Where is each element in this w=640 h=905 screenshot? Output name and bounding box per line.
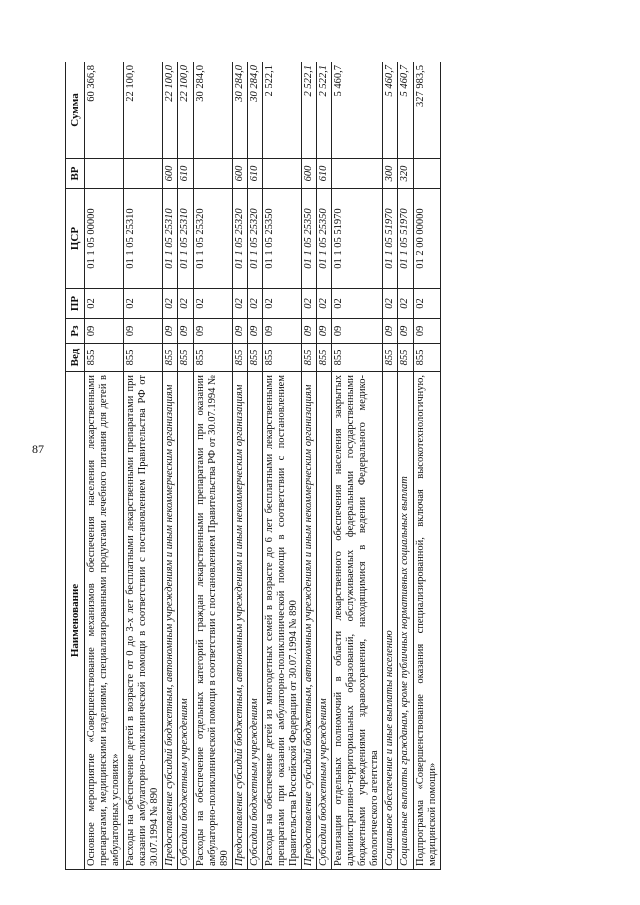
cell-ved: 855	[124, 344, 163, 372]
cell-sum: 30 284,0	[247, 62, 262, 159]
cell-csr: 01 1 05 25350	[302, 189, 317, 289]
table-row	[124, 62, 163, 870]
table-container	[65, 62, 577, 870]
cell-csr: 01 1 05 25320	[247, 189, 262, 289]
header-rz: Рз	[66, 319, 85, 344]
budget-table	[65, 62, 441, 870]
cell-name: Предоставление субсидий бюджетным, автономным учреждениям и иным некоммерческим организациям	[232, 372, 247, 870]
cell-rz: 09	[262, 319, 301, 344]
cell-rz: 09	[302, 319, 317, 344]
table-body	[85, 62, 441, 870]
cell-sum: 5 460,7	[383, 62, 398, 159]
cell-sum: 30 284,0	[193, 62, 232, 159]
table-row	[262, 62, 301, 870]
table-row	[232, 62, 247, 870]
cell-rz: 09	[124, 319, 163, 344]
cell-ved: 855	[302, 344, 317, 372]
cell-vr: 600	[163, 159, 178, 189]
cell-name: Предоставление субсидий бюджетным, автономным учреждениям и иным некоммерческим организациям	[163, 372, 178, 870]
cell-sum: 22 100,0	[163, 62, 178, 159]
cell-ved: 855	[85, 344, 124, 372]
cell-name: Предоставление субсидий бюджетным, автономным учреждениям и иным некоммерческим организациям	[302, 372, 317, 870]
cell-pr: 02	[302, 289, 317, 319]
cell-vr: 610	[317, 159, 332, 189]
cell-vr	[332, 159, 383, 189]
table-header	[66, 62, 85, 870]
cell-name: Субсидии бюджетным учреждениям	[317, 372, 332, 870]
cell-rz: 09	[178, 319, 193, 344]
cell-csr: 01 1 05 51970	[383, 189, 398, 289]
cell-pr: 02	[232, 289, 247, 319]
cell-vr: 610	[178, 159, 193, 189]
cell-vr: 600	[302, 159, 317, 189]
cell-vr	[85, 159, 124, 189]
table-row	[302, 62, 317, 870]
cell-ved: 855	[193, 344, 232, 372]
header-csr: ЦСР	[66, 189, 85, 289]
cell-rz: 09	[247, 319, 262, 344]
cell-name: Социальные выплаты гражданам, кроме публичных нормативных социальных выплат	[398, 372, 413, 870]
cell-rz: 09	[193, 319, 232, 344]
cell-csr: 01 1 05 25310	[124, 189, 163, 289]
header-name: Наименование	[66, 372, 85, 870]
cell-vr	[124, 159, 163, 189]
cell-name: Субсидии бюджетным учреждениям	[178, 372, 193, 870]
cell-csr: 01 1 05 51970	[332, 189, 383, 289]
cell-pr: 02	[124, 289, 163, 319]
cell-rz: 09	[85, 319, 124, 344]
table-row	[317, 62, 332, 870]
table-row	[193, 62, 232, 870]
cell-pr: 02	[247, 289, 262, 319]
cell-rz: 09	[398, 319, 413, 344]
cell-sum: 5 460,7	[332, 62, 383, 159]
cell-pr: 02	[193, 289, 232, 319]
cell-vr: 300	[383, 159, 398, 189]
cell-name: Социальное обеспечение и иные выплаты населению	[383, 372, 398, 870]
cell-csr: 01 2 00 00000	[413, 189, 440, 289]
cell-csr: 01 1 05 51970	[398, 189, 413, 289]
cell-name: Реализация отдельных полномочий в области лекарственного обеспечения населения закрытых административно-территориальных образований, обслуживаемых федеральными государственными бюджетными учреждениями здравоохранения, находящимися в ведении Федерального медико-биологического агентства	[332, 372, 383, 870]
cell-ved: 855	[178, 344, 193, 372]
cell-csr: 01 1 05 25350	[317, 189, 332, 289]
cell-sum: 60 366,8	[85, 62, 124, 159]
cell-vr: 610	[247, 159, 262, 189]
table-row	[163, 62, 178, 870]
table-row	[413, 62, 440, 870]
cell-rz: 09	[232, 319, 247, 344]
table-row	[383, 62, 398, 870]
cell-pr: 02	[332, 289, 383, 319]
cell-vr	[193, 159, 232, 189]
cell-name: Расходы на обеспечение отдельных категорий граждан лекарственными препаратами при оказании амбулаторно-поликлинической помощи в соответствии с постановлением Правительства РФ от 30.07.1994 № 890	[193, 372, 232, 870]
cell-pr: 02	[262, 289, 301, 319]
cell-ved: 855	[332, 344, 383, 372]
cell-name: Основное мероприятие «Совершенствование механизмов обеспечения населения лекарственными препаратами, медицинскими изделиями, специализированными продуктами лечебного питания для детей в амбулаторных условиях»	[85, 372, 124, 870]
cell-csr: 01 1 05 00000	[85, 189, 124, 289]
cell-rz: 09	[317, 319, 332, 344]
cell-rz: 09	[413, 319, 440, 344]
cell-ved: 855	[413, 344, 440, 372]
header-row	[66, 62, 85, 870]
page-number: 87	[32, 442, 44, 456]
cell-pr: 02	[85, 289, 124, 319]
cell-vr: 320	[398, 159, 413, 189]
cell-rz: 09	[383, 319, 398, 344]
cell-csr: 01 1 05 25320	[232, 189, 247, 289]
cell-sum: 22 100,0	[124, 62, 163, 159]
cell-pr: 02	[317, 289, 332, 319]
cell-vr: 600	[232, 159, 247, 189]
cell-ved: 855	[317, 344, 332, 372]
cell-sum: 2 522,1	[302, 62, 317, 159]
cell-vr	[413, 159, 440, 189]
cell-sum: 327 983,5	[413, 62, 440, 159]
cell-ved: 855	[163, 344, 178, 372]
cell-vr	[262, 159, 301, 189]
header-vr: ВР	[66, 159, 85, 189]
cell-name: Подпрограмма «Совершенствование оказания специализированной, включая высокотехнологичную, медицинской помощи»	[413, 372, 440, 870]
cell-name: Субсидии бюджетным учреждениям	[247, 372, 262, 870]
cell-pr: 02	[383, 289, 398, 319]
cell-rz: 09	[163, 319, 178, 344]
cell-csr: 01 1 05 25310	[178, 189, 193, 289]
cell-csr: 01 1 05 25310	[163, 189, 178, 289]
cell-ved: 855	[247, 344, 262, 372]
table-row	[85, 62, 124, 870]
cell-pr: 02	[163, 289, 178, 319]
table-row	[178, 62, 193, 870]
cell-pr: 02	[178, 289, 193, 319]
cell-sum: 2 522,1	[262, 62, 301, 159]
cell-sum: 2 522,1	[317, 62, 332, 159]
cell-csr: 01 1 05 25350	[262, 189, 301, 289]
table-row	[332, 62, 383, 870]
cell-name: Расходы на обеспечение детей в возрасте от 0 до 3-х лет бесплатными лекарственными препаратами при оказании амбулаторно-поликлинической помощи в соответствии с постановлением Правительства РФ от 30.07.1994 № 890	[124, 372, 163, 870]
cell-ved: 855	[262, 344, 301, 372]
cell-rz: 09	[332, 319, 383, 344]
header-sum: Сумма	[66, 62, 85, 159]
cell-sum: 30 284,0	[232, 62, 247, 159]
header-ved: Вед	[66, 344, 85, 372]
rotated-page-area	[65, 62, 577, 870]
table-row	[247, 62, 262, 870]
cell-name: Расходы на обеспечение детей из многодетных семей в возрасте до 6 лет бесплатными лекарственными препаратами при оказании амбулаторно-поликлинической помощи в соответствии с постановлением Правительства Российской Федерации от 30.07.1994 № 890	[262, 372, 301, 870]
cell-pr: 02	[398, 289, 413, 319]
cell-sum: 5 460,7	[398, 62, 413, 159]
cell-csr: 01 1 05 25320	[193, 189, 232, 289]
cell-sum: 22 100,0	[178, 62, 193, 159]
cell-ved: 855	[232, 344, 247, 372]
cell-ved: 855	[383, 344, 398, 372]
header-pr: ПР	[66, 289, 85, 319]
cell-ved: 855	[398, 344, 413, 372]
cell-pr: 02	[413, 289, 440, 319]
table-row	[398, 62, 413, 870]
